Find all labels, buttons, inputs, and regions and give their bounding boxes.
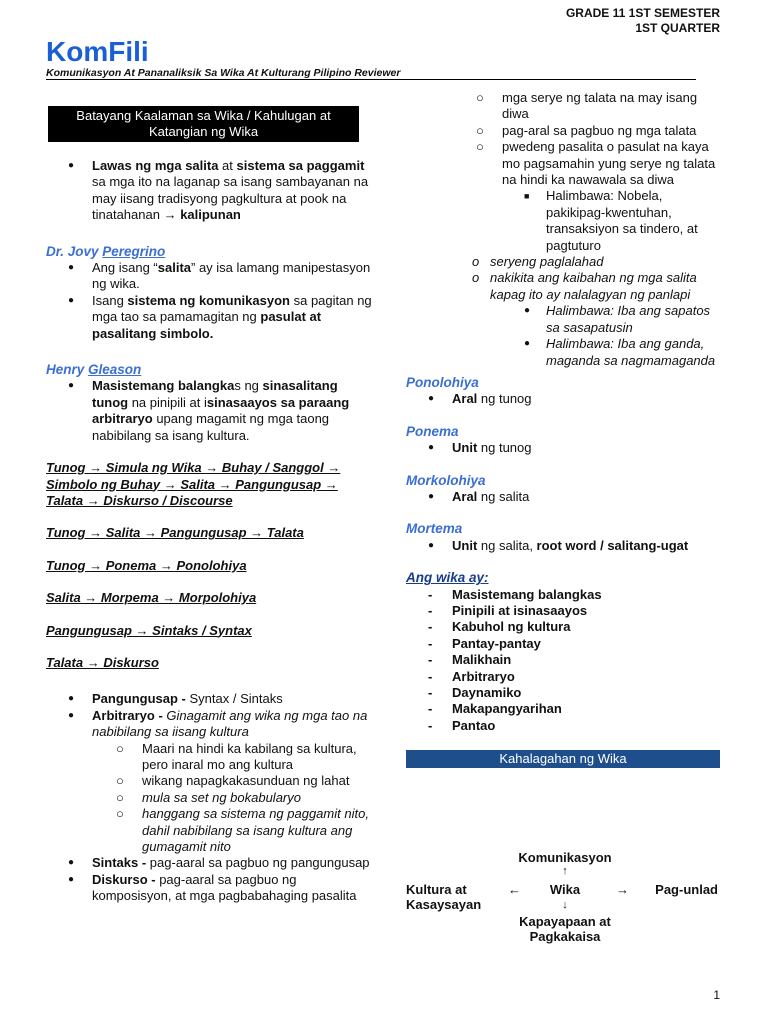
heading-mortema: Mortema <box>406 521 463 537</box>
chain-4: Salita → Morpema → Morpolohiya <box>46 590 257 606</box>
panlapi-example-2: ● Halimbawa: Iba ang ganda, maganda sa nagmamaganda <box>406 336 724 369</box>
arbitraryo-sub-4: ○ hanggang sa sistema ng paggamit nito, dahil nabibilang sa isang kultura ang gumagamit nito <box>46 806 376 855</box>
gleason-bullet: ● Masistemang balangkas ng sinasalitang tunog na pinipili at isinasaayos sa paraang arbitraryo upang magamit ng mga taong nabibilang sa isang kultura. <box>46 378 376 444</box>
section-title-line-1: Batayang Kaalaman sa Wika / Kahulugan at <box>76 108 331 123</box>
wika-item: - Arbitraryo <box>406 669 724 685</box>
chain-3: Tunog → Ponema → Ponolohiya <box>46 557 247 573</box>
seryeng-paglalahad: o seryeng paglalahad <box>406 254 724 270</box>
panlapi-example-1: ● Halimbawa: Iba ang sapatos sa sasapatusin <box>406 303 724 336</box>
diagram-left-line-2: Kasaysayan <box>406 897 482 912</box>
morkolohiya-bullet: ● Aral ng salita <box>406 489 724 505</box>
chain-2: Tunog → Salita → Pangungusap → Talata <box>46 525 304 541</box>
def-text-2: sa mga ito na laganap sa isang sambayanan na may iisang tradisyong pagkultura at pook na tinatahanan → <box>92 174 369 223</box>
term-pangungusap: ● Pangungusap - Syntax / Sintaks <box>46 691 376 707</box>
quarter-label: 1ST QUARTER <box>635 21 720 35</box>
def-bold-1: Lawas ng mga salita <box>92 158 219 173</box>
term-arbitraryo: ● Arbitraryo - Ginagamit ang wika ng mga tao na nabibilang sa iisang kultura <box>46 708 376 741</box>
talata-example: ■ Halimbawa: Nobela, pakikipag-kwentuhan, transaksiyon sa tindero, at pagtuturo <box>406 188 724 254</box>
arrow-left-icon: ← <box>508 882 521 897</box>
peregrino-bullet-2: ● Isang sistema ng komunikasyon sa pagitan ng mga tao sa pamamagitan ng pasulat at pasalitang simbolo. <box>46 293 376 342</box>
diagram-center: Wika <box>549 882 581 897</box>
left-column <box>46 106 376 905</box>
chain-5: Pangungusap → Sintaks / Syntax <box>46 622 252 638</box>
definition-bullet <box>46 158 376 224</box>
def-bold-3: kalipunan <box>180 207 241 223</box>
diagram-top: Komunikasyon <box>518 850 612 865</box>
heading-henry-gleason <box>46 362 376 378</box>
wika-item: - Pantay-pantay <box>406 636 724 652</box>
heading-dr-peregrino <box>46 244 376 260</box>
document-title: KomFili <box>46 36 149 67</box>
header-divider <box>46 79 696 80</box>
heading-name-link[interactable]: Peregrino <box>102 243 166 259</box>
heading-ponolohiya: Ponolohiya <box>406 374 479 390</box>
wika-item: - Pantao <box>406 718 724 734</box>
section-title-box <box>48 106 359 142</box>
wika-item: - Masistemang balangkas <box>406 587 724 603</box>
heading-prefix: Henry <box>46 362 89 378</box>
page-number: 1 <box>713 988 720 1002</box>
arrow-up-icon: ↑ <box>562 865 568 877</box>
panlapi-note: o nakikita ang kaibahan ng mga salita kapag ito ay nalalagyan ng panlapi <box>406 270 724 303</box>
talata-sub-1: ○ mga serye ng talata na may isang diwa <box>406 90 724 123</box>
heading-ponema: Ponema <box>406 423 459 439</box>
chain-1: Tunog → Simula ng Wika → Buhay / Sanggol → Simbolo ng Buhay → Salita → Pangungusap → Talata → Diskurso / Discourse <box>46 460 341 508</box>
diagram-right: Pag-unlad <box>655 882 718 897</box>
kahalagahan-title-box: Kahalagahan ng Wika <box>406 750 720 768</box>
def-bold-2: sistema sa paggamit <box>236 158 365 173</box>
heading-prefix: Dr. Jovy <box>46 243 103 259</box>
section-title-line-2: Katangian ng Wika <box>148 124 259 139</box>
term-sintaks: ● Sintaks - pag-aaral sa pagbuo ng pangungusap <box>46 855 376 871</box>
term-diskurso: ● Diskurso - pag-aaral sa pagbuo ng komposisyon, at mga pagbabahaging pasalita <box>46 872 376 905</box>
def-text-1: at <box>218 158 237 173</box>
heading-name-link[interactable]: Gleason <box>88 362 142 378</box>
mortema-bullet: ● Unit ng salita, root word / salitang-ugat <box>406 538 724 554</box>
peregrino-bullet-1: ● Ang isang “salita” ay isa lamang manipestasyon ng wika. <box>46 260 376 293</box>
wika-item: - Pinipili at isinasaayos <box>406 603 724 619</box>
grade-label: GRADE 11 1ST SEMESTER <box>565 6 720 20</box>
right-column <box>406 90 724 768</box>
arrow-right-icon: → <box>616 882 629 897</box>
diagram-bottom <box>406 914 724 944</box>
diagram-bottom-line-2: Pagkakaisa <box>529 929 601 944</box>
wika-item: - Makapangyarihan <box>406 701 724 717</box>
wika-item: - Daynamiko <box>406 685 724 701</box>
arbitraryo-sub-2: ○ wikang napagkakasunduan ng lahat <box>46 773 376 789</box>
ponema-bullet: ● Unit ng tunog <box>406 440 724 456</box>
ponolohiya-bullet: ● Aral ng tunog <box>406 391 724 407</box>
talata-sub-3: ○ pwedeng pasalita o pasulat na kaya mo pagsamahin yung serye ng talata na hindi ka nawawala sa diwa <box>406 139 724 188</box>
arrow-down-icon: ↓ <box>562 899 568 911</box>
heading-morkolohiya: Morkolohiya <box>406 472 486 488</box>
wika-item: - Malikhain <box>406 652 724 668</box>
diagram-left-line-1: Kultura at <box>406 882 467 897</box>
document-subtitle: Komunikasyon At Pananaliksik Sa Wika At Kulturang Pilipino Reviewer <box>46 67 401 79</box>
diagram-bottom-line-1: Kapayapaan at <box>519 914 611 929</box>
chain-6: Talata → Diskurso <box>46 654 159 670</box>
kahalagahan-diagram <box>406 850 724 950</box>
arbitraryo-sub-1: ○ Maari na hindi ka kabilang sa kultura, pero inaral mo ang kultura <box>46 741 376 774</box>
wika-item: - Kabuhol ng kultura <box>406 619 724 635</box>
semester-header <box>566 6 720 36</box>
arbitraryo-sub-3: ○ mula sa set ng bokabularyo <box>46 790 376 806</box>
heading-ang-wika-ay: Ang wika ay: <box>406 570 489 586</box>
talata-sub-2: ○ pag-aral sa pagbuo ng mga talata <box>406 123 724 139</box>
